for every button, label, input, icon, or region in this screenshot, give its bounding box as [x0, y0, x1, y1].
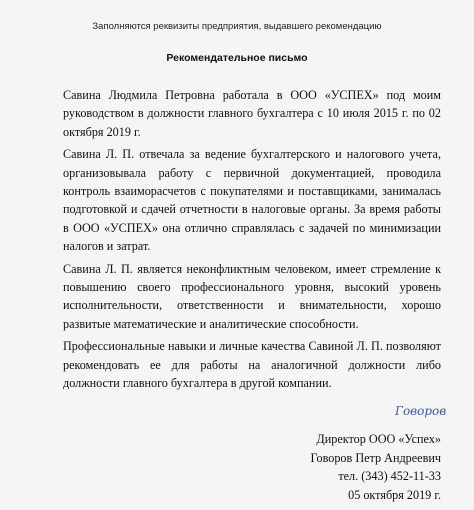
paragraph-duties: Савина Л. П. отвечала за ведение бухгалтерского и налогового учета, организовывала работу с первичной документацией, проводила контроль взаиморасчетов с покупателями и поставщиками, занималась подготовкой и сдачей отчетности в налоговые органы. За время работы в ООО «УСПЕХ» она отлично справлялась с задачей по минимизации налогов и затрат. — [63, 147, 441, 254]
signatory-phone: тел. (343) 452-11-33 — [338, 469, 441, 484]
paragraph-qualities: Савина Л. П. является неконфликтным человеком, имеет стремление к повышению своего профессионального уровня, высокий уровень исполнительности, ответственности и внимательности, хорошо развитые математические и аналитические способности. — [63, 261, 441, 331]
signatory-name: Говоров Петр Андреевич — [310, 450, 441, 465]
requisites-note: Заполняются реквизиты предприятия, выдавшего рекомендацию — [92, 21, 382, 32]
letter-date: 05 октября 2019 г. — [348, 487, 441, 502]
letter-body — [63, 86, 441, 393]
paragraph-employment: Савина Людмила Петровна работала в ООО «УСПЕХ» под моим руководством в должности главного бухгалтера с 10 июля 2015 г. по 02 октября 2019 г. — [63, 88, 441, 139]
signatory-position: Директор ООО «Успех» — [316, 432, 441, 446]
signatory-block — [311, 430, 442, 504]
handwritten-signature: Говоров — [395, 404, 447, 418]
letter-title: Рекомендательное письмо — [166, 52, 308, 64]
paragraph-recommendation: Профессиональные навыки и личные качества Савиной Л. П. позволяют рекомендовать ее для работы на аналогичной должности либо должности главного бухгалтера в другой компании. — [63, 339, 441, 391]
